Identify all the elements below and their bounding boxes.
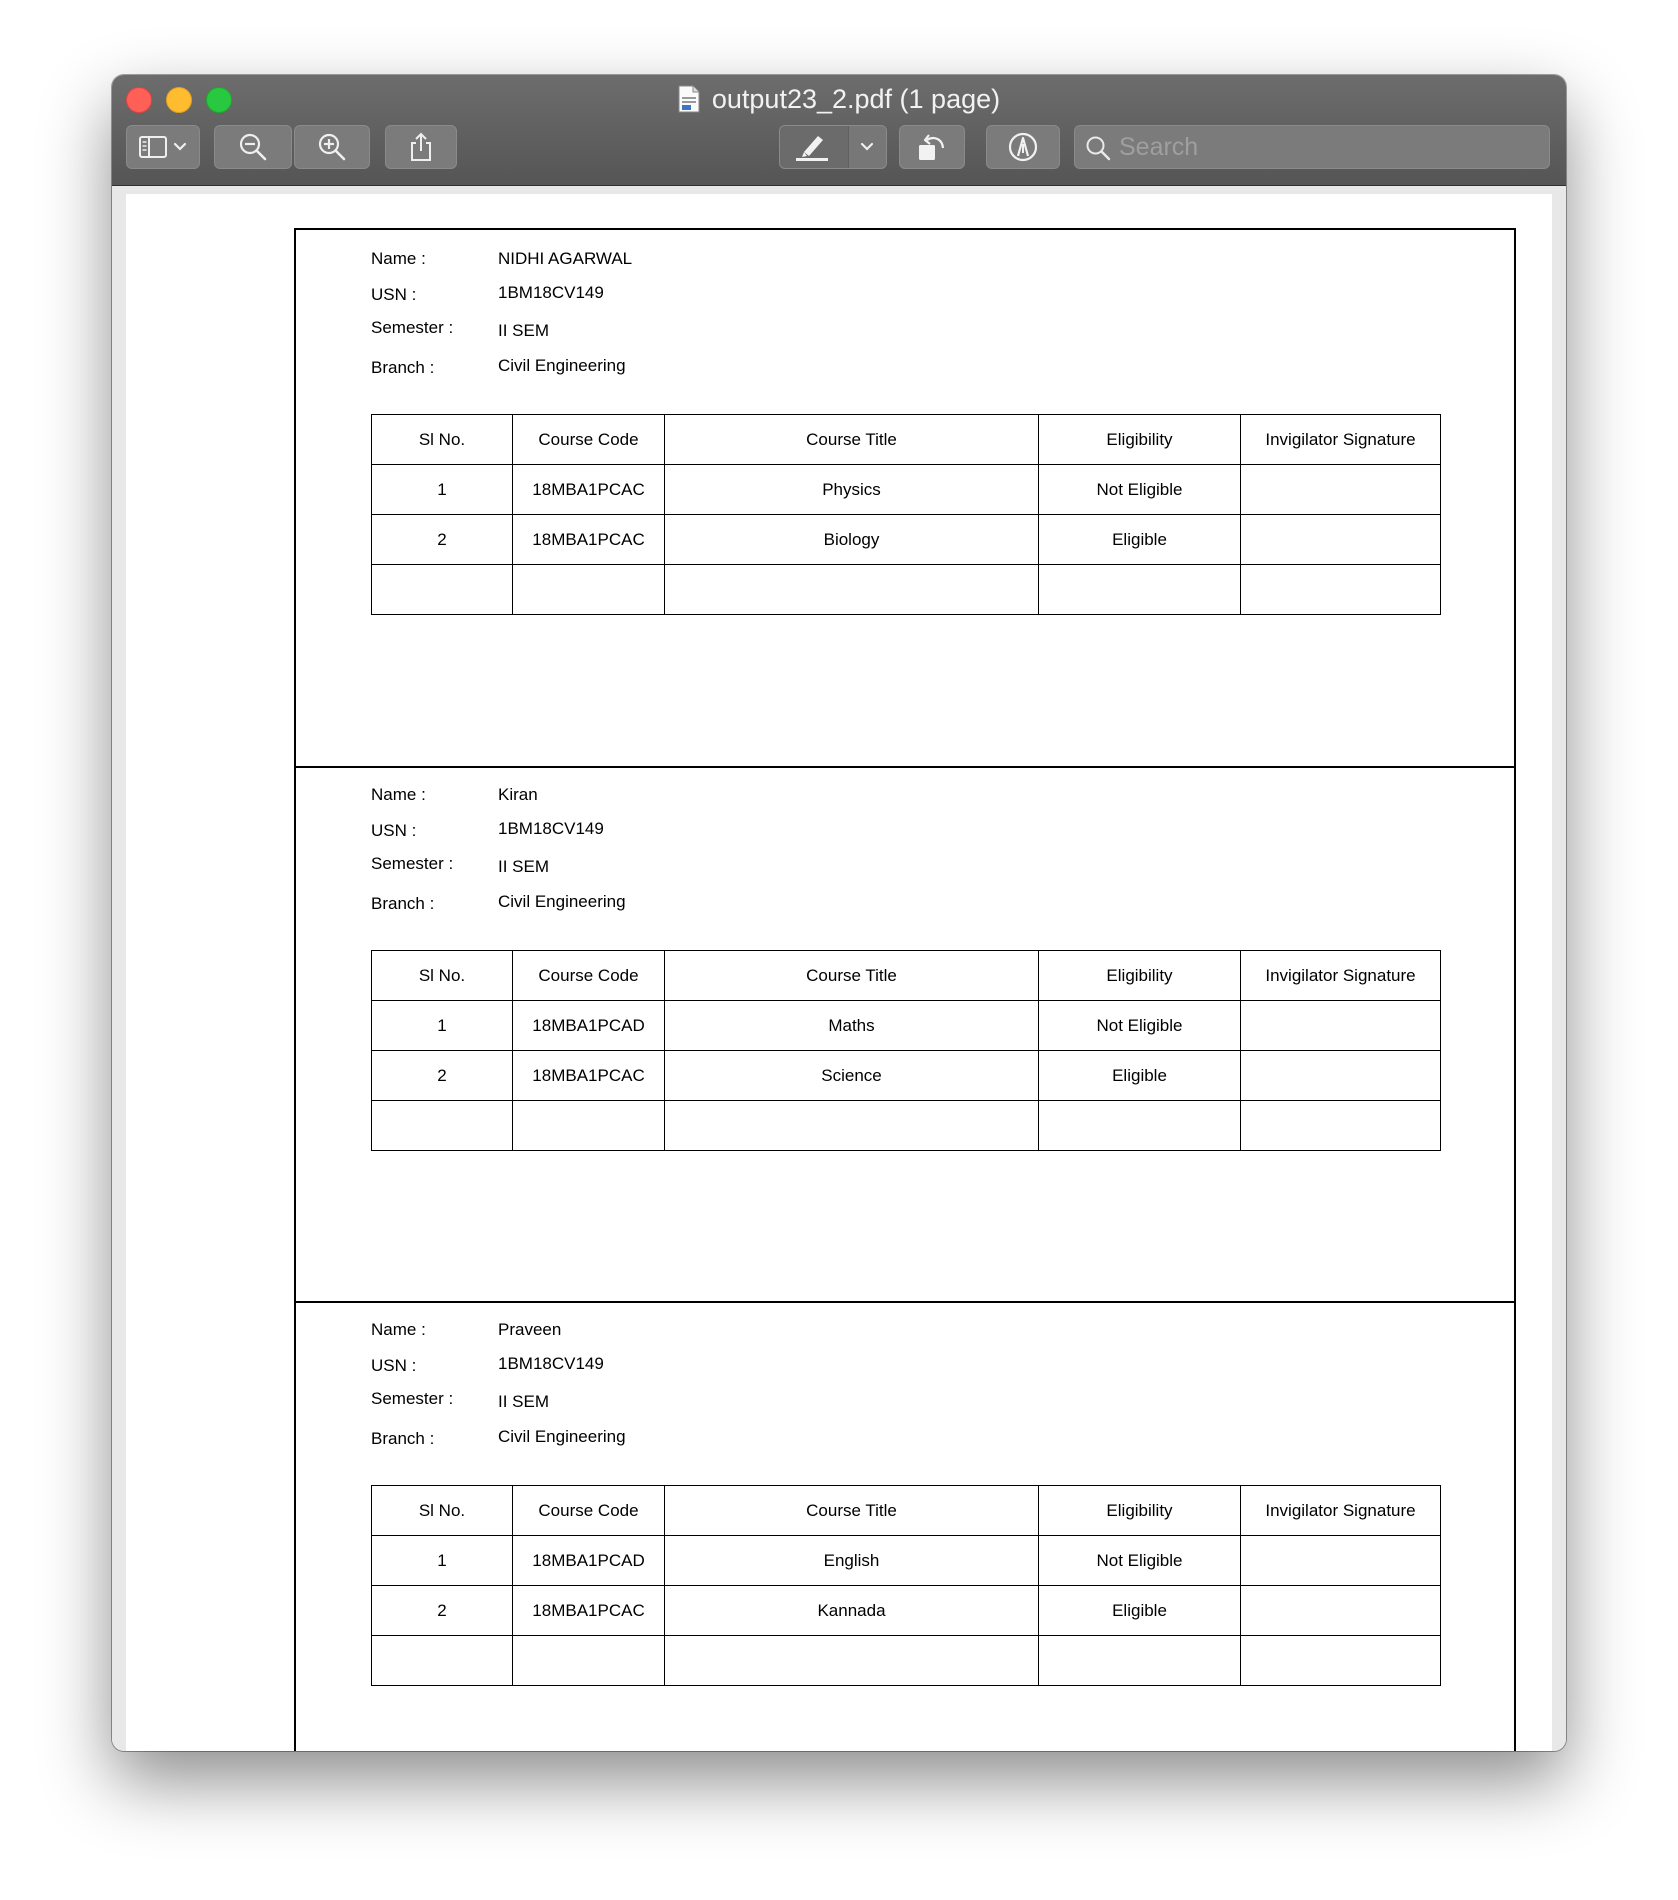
cell-course-title xyxy=(665,565,1039,615)
sidebar-icon xyxy=(139,135,169,159)
semester-label: Semester : xyxy=(371,854,454,873)
cell-course-title: English xyxy=(665,1536,1039,1586)
cell-course-title: Science xyxy=(665,1051,1039,1101)
course-table xyxy=(371,1485,1441,1686)
cell-sl-no: 1 xyxy=(372,1536,513,1586)
cell-course-code: 18MBA1PCAC xyxy=(513,515,665,565)
course-table xyxy=(371,414,1441,615)
cell-signature xyxy=(1241,465,1441,515)
cell-eligibility: Not Eligible xyxy=(1039,1536,1241,1586)
share-button[interactable] xyxy=(385,125,457,169)
semester-value: II SEM xyxy=(498,857,550,876)
cell-course-title xyxy=(665,1101,1039,1151)
header-invigilator-signature: Invigilator Signature xyxy=(1241,1486,1441,1536)
cell-course-title: Biology xyxy=(665,515,1039,565)
branch-label: Branch : xyxy=(371,1429,435,1448)
cell-signature xyxy=(1241,1001,1441,1051)
usn-value: 1BM18CV149 xyxy=(498,819,604,838)
cell-course-code: 18MBA1PCAC xyxy=(513,465,665,515)
student-section xyxy=(296,1301,1514,1751)
branch-value: Civil Engineering xyxy=(498,892,626,911)
cell-sl-no: 2 xyxy=(372,1586,513,1636)
cell-eligibility: Not Eligible xyxy=(1039,465,1241,515)
pdf-document-icon xyxy=(678,85,700,113)
window-title-group xyxy=(112,81,1566,117)
student-section xyxy=(296,766,1514,1304)
usn-label: USN : xyxy=(371,285,417,304)
cell-course-title: Maths xyxy=(665,1001,1039,1051)
cell-signature xyxy=(1241,1636,1441,1686)
table-header-row xyxy=(372,951,1441,1001)
cell-eligibility: Eligible xyxy=(1039,1051,1241,1101)
table-row xyxy=(372,1001,1441,1051)
rotate-button[interactable] xyxy=(899,125,965,169)
chevron-down-icon xyxy=(173,142,187,152)
header-course-code: Course Code xyxy=(513,415,665,465)
cell-signature xyxy=(1241,1536,1441,1586)
sidebar-view-button[interactable] xyxy=(126,125,200,169)
header-course-title: Course Title xyxy=(665,951,1039,1001)
cell-eligibility xyxy=(1039,565,1241,615)
header-sl-no: Sl No. xyxy=(372,1486,513,1536)
table-row xyxy=(372,1101,1441,1151)
header-eligibility: Eligibility xyxy=(1039,1486,1241,1536)
cell-eligibility: Eligible xyxy=(1039,515,1241,565)
cell-signature xyxy=(1241,565,1441,615)
cell-course-code xyxy=(513,1101,665,1151)
header-eligibility: Eligibility xyxy=(1039,415,1241,465)
name-value: NIDHI AGARWAL xyxy=(498,249,633,268)
markup-button[interactable] xyxy=(986,125,1060,169)
search-field[interactable] xyxy=(1074,125,1550,169)
cell-eligibility: Not Eligible xyxy=(1039,1001,1241,1051)
table-row xyxy=(372,1051,1441,1101)
cell-course-code: 18MBA1PCAD xyxy=(513,1001,665,1051)
usn-value: 1BM18CV149 xyxy=(498,283,604,302)
cell-eligibility xyxy=(1039,1636,1241,1686)
cell-signature xyxy=(1241,1101,1441,1151)
cell-sl-no: 1 xyxy=(372,465,513,515)
semester-value: II SEM xyxy=(498,1392,550,1411)
cell-sl-no: 1 xyxy=(372,1001,513,1051)
zoom-out-icon xyxy=(238,132,268,162)
cell-course-title: Physics xyxy=(665,465,1039,515)
student-section xyxy=(296,230,1514,766)
table-header-row xyxy=(372,415,1441,465)
name-value: Praveen xyxy=(498,1320,562,1339)
semester-label: Semester : xyxy=(371,318,454,337)
branch-label: Branch : xyxy=(371,358,435,377)
name-label: Name : xyxy=(371,249,426,268)
cell-sl-no xyxy=(372,1101,513,1151)
usn-value: 1BM18CV149 xyxy=(498,1354,604,1373)
table-row xyxy=(372,1586,1441,1636)
table-row xyxy=(372,465,1441,515)
table-row xyxy=(372,565,1441,615)
course-table xyxy=(371,950,1441,1151)
cell-course-title xyxy=(665,1636,1039,1686)
usn-label: USN : xyxy=(371,821,417,840)
zoom-out-button[interactable] xyxy=(214,125,292,169)
usn-label: USN : xyxy=(371,1356,417,1375)
header-course-code: Course Code xyxy=(513,951,665,1001)
rotate-left-icon xyxy=(915,132,949,162)
title-bar xyxy=(112,75,1566,186)
branch-label: Branch : xyxy=(371,894,435,913)
table-row xyxy=(372,1536,1441,1586)
window-title: output23_2.pdf (1 page) xyxy=(711,83,1001,114)
cell-course-code: 18MBA1PCAD xyxy=(513,1536,665,1586)
cell-signature xyxy=(1241,1051,1441,1101)
cell-eligibility xyxy=(1039,1101,1241,1151)
branch-value: Civil Engineering xyxy=(498,356,626,375)
cell-sl-no xyxy=(372,1636,513,1686)
highlighter-pen-icon xyxy=(794,132,830,162)
cell-signature xyxy=(1241,1586,1441,1636)
cell-course-code: 18MBA1PCAC xyxy=(513,1586,665,1636)
zoom-in-icon xyxy=(317,132,347,162)
pdf-page xyxy=(126,194,1552,1751)
table-row xyxy=(372,1636,1441,1686)
table-row xyxy=(372,515,1441,565)
preview-window xyxy=(112,75,1566,1751)
cell-eligibility: Eligible xyxy=(1039,1586,1241,1636)
chevron-down-icon xyxy=(860,142,874,152)
document-viewport[interactable] xyxy=(112,186,1566,1751)
search-input[interactable] xyxy=(1119,126,1539,168)
header-eligibility: Eligibility xyxy=(1039,951,1241,1001)
table-header-row xyxy=(372,1486,1441,1536)
cell-sl-no: 2 xyxy=(372,1051,513,1101)
header-invigilator-signature: Invigilator Signature xyxy=(1241,951,1441,1001)
cell-course-code: 18MBA1PCAC xyxy=(513,1051,665,1101)
hall-ticket-frame xyxy=(294,228,1516,1751)
share-icon xyxy=(408,132,434,162)
cell-course-code xyxy=(513,1636,665,1686)
highlight-button[interactable] xyxy=(779,125,887,169)
zoom-in-button[interactable] xyxy=(294,125,370,169)
header-invigilator-signature: Invigilator Signature xyxy=(1241,415,1441,465)
search-icon xyxy=(1085,135,1111,161)
name-label: Name : xyxy=(371,1320,426,1339)
header-course-title: Course Title xyxy=(665,415,1039,465)
header-course-title: Course Title xyxy=(665,1486,1039,1536)
semester-value: II SEM xyxy=(498,321,550,340)
cell-sl-no xyxy=(372,565,513,615)
name-label: Name : xyxy=(371,785,426,804)
cell-signature xyxy=(1241,515,1441,565)
semester-label: Semester : xyxy=(371,1389,454,1408)
cell-course-title: Kannada xyxy=(665,1586,1039,1636)
cell-sl-no: 2 xyxy=(372,515,513,565)
name-value: Kiran xyxy=(498,785,538,804)
header-sl-no: Sl No. xyxy=(372,951,513,1001)
cell-course-code xyxy=(513,565,665,615)
header-course-code: Course Code xyxy=(513,1486,665,1536)
branch-value: Civil Engineering xyxy=(498,1427,626,1446)
header-sl-no: Sl No. xyxy=(372,415,513,465)
markup-pen-icon xyxy=(1007,131,1039,163)
